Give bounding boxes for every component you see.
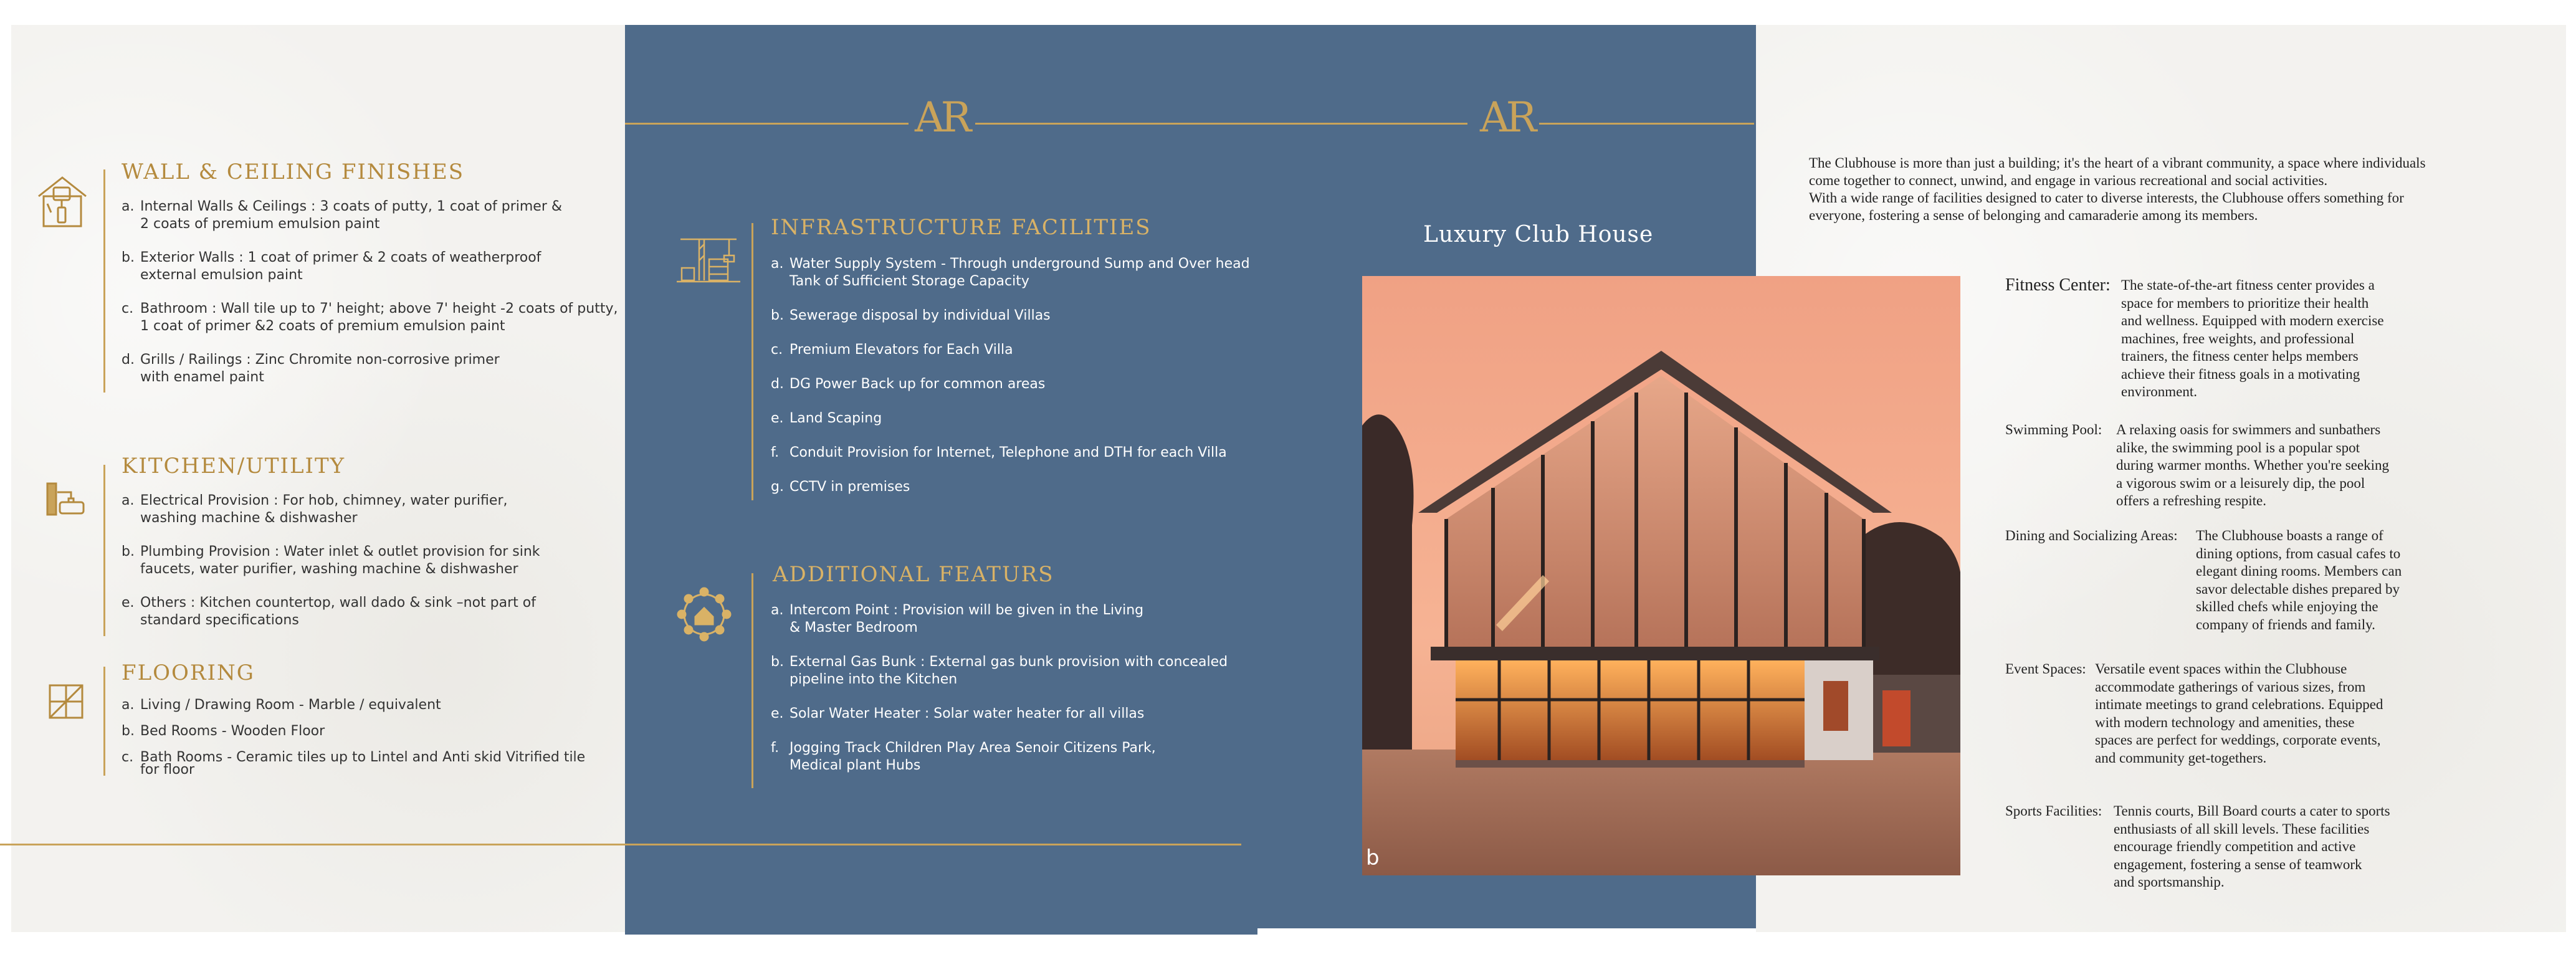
list-item-text: Bed Rooms - Wooden Floor: [140, 723, 325, 739]
list-item-text: pipeline into the Kitchen: [789, 672, 958, 687]
feature-description-line: intimate meetings to grand celebrations. Equipped: [2095, 697, 2383, 712]
list-item: [122, 699, 632, 712]
list-item: [771, 307, 1257, 325]
list-item-letter: d.: [771, 376, 784, 392]
list-item-text: standard specifications: [140, 612, 299, 628]
list-item: [771, 654, 1257, 688]
intro-line: everyone, fostering a sense of belonging and camaraderie among its members.: [1809, 207, 2258, 223]
list-item: [122, 725, 632, 738]
clubhouse-intro: [1809, 155, 2507, 224]
feature-label: Dining and Socializing Areas:: [2005, 528, 2178, 543]
feature-description-line: and sportsmanship.: [2114, 874, 2225, 890]
home-network-icon: [674, 584, 734, 644]
list-item-letter: g.: [771, 479, 784, 495]
feature-description-line: and community get-togethers.: [2095, 750, 2267, 766]
kitchen-tap-icon: [44, 480, 87, 517]
list-item: [771, 705, 1257, 723]
list-item-line: [122, 249, 632, 267]
list-item-text: 1 coat of primer &2 coats of premium emulsion paint: [140, 318, 505, 334]
feature-description-line: skilled chefs while enjoying the: [2196, 599, 2378, 614]
construction-crane-icon: [674, 231, 743, 287]
list-item-letter: e.: [771, 706, 784, 721]
list-item-line: [771, 307, 1257, 325]
list-item: [771, 478, 1257, 496]
feature-description-line: enthusiasts of all skill levels. These facilities: [2114, 821, 2370, 837]
list-item: [771, 602, 1257, 637]
list-item: [771, 255, 1257, 290]
list-item-letter: e.: [771, 411, 784, 426]
list-item-line: [122, 492, 632, 510]
feature-label: Event Spaces:: [2005, 661, 2086, 677]
list-item: [122, 300, 632, 335]
list-item-letter: a.: [122, 697, 135, 713]
list-item: [122, 492, 632, 527]
additional-features-list: [771, 602, 1257, 791]
list-item-line: [771, 478, 1257, 496]
floor-tile-icon: [47, 683, 85, 720]
list-item: [122, 351, 632, 386]
logo-text: AR: [915, 93, 968, 141]
list-item-line: [771, 255, 1257, 273]
kitchen-utility-title: KITCHEN/UTILITY: [122, 454, 346, 478]
list-item-line: [122, 318, 632, 335]
logo-text: AR: [1480, 93, 1534, 141]
list-item-line: [771, 341, 1257, 359]
list-item-text: Medical plant Hubs: [789, 758, 921, 773]
feature-description-line: Versatile event spaces within the Clubhouse: [2095, 661, 2347, 677]
feature-description-line: a vigorous swim or a leisurely dip, the pool: [2116, 475, 2365, 491]
additional-section-bar: [751, 573, 753, 788]
list-item: [771, 444, 1257, 462]
list-item-letter: e.: [122, 595, 135, 611]
list-item: [771, 376, 1257, 393]
feature-description-line: space for members to prioritize their health: [2121, 295, 2369, 311]
club-house-title: [1423, 222, 1653, 247]
wall-ceiling-list: [122, 198, 632, 402]
list-item: [122, 249, 632, 284]
list-item-text: external emulsion paint: [140, 267, 303, 283]
list-item: [771, 410, 1257, 427]
list-item-line: [771, 740, 1257, 757]
list-item-line: [771, 705, 1257, 723]
list-item-text: 2 coats of premium emulsion paint: [140, 216, 380, 232]
list-item-line: [771, 671, 1257, 688]
kitchen-section-bar: [103, 465, 105, 636]
list-item-line: [122, 216, 632, 233]
paint-roller-icon: [32, 171, 92, 231]
list-item-letter: c.: [122, 301, 134, 317]
intro-line: come together to connect, unwind, and engage in various recreational and social activities.: [1809, 173, 2328, 188]
list-item-text: Tank of Sufficient Storage Capacity: [789, 274, 1029, 289]
list-item-text: Conduit Provision for Internet, Telephone and DTH for each Villa: [789, 445, 1227, 460]
clubhouse-photo: [1362, 276, 1960, 875]
list-item-text: DG Power Back up for common areas: [789, 376, 1046, 392]
list-item-text: Others : Kitchen countertop, wall dado & sink –not part of: [140, 595, 536, 611]
flooring-title: FLOORING: [122, 660, 255, 685]
list-item-line: [122, 543, 632, 561]
header-rule-mid: [975, 123, 1467, 125]
feature-description-line: Tennis courts, Bill Board courts a cater to sports: [2114, 803, 2390, 819]
feature-description-line: A relaxing oasis for swimmers and sunbathers: [2116, 422, 2381, 437]
list-item-line: [771, 619, 1257, 637]
list-item: [771, 341, 1257, 359]
feature-description: [2121, 277, 2384, 401]
feature-description-line: encourage friendly competition and active: [2114, 839, 2356, 854]
list-item-line: [771, 444, 1257, 462]
list-item-letter: b.: [122, 723, 135, 739]
list-item-letter: c.: [122, 750, 134, 765]
feature-description-line: alike, the swimming pool is a popular spot: [2116, 439, 2360, 455]
list-item-letter: f.: [771, 740, 780, 756]
list-item-letter: c.: [771, 342, 783, 358]
list-item-text: Grills / Railings : Zinc Chromite non-corrosive primer: [140, 352, 500, 368]
list-item-line: [122, 510, 632, 527]
list-item-line: [771, 273, 1257, 290]
feature-block: [2005, 660, 2454, 773]
wall-section-bar: [103, 169, 105, 393]
feature-description-line: company of friends and family.: [2196, 616, 2375, 632]
feature-block: [2005, 527, 2454, 640]
list-item-text: Bath Rooms - Ceramic tiles up to Lintel and Anti skid Vitrified tile: [140, 750, 586, 765]
list-item: [122, 543, 632, 578]
header-rule-right: [1539, 123, 1754, 125]
feature-description-line: achieve their fitness goals in a motivating: [2121, 366, 2360, 382]
list-item-letter: a.: [771, 256, 784, 272]
list-item-line: [771, 410, 1257, 427]
list-item-line: [122, 764, 632, 776]
list-item-text: with enamel paint: [140, 369, 264, 385]
list-item-letter: a.: [122, 493, 135, 508]
wall-ceiling-title: WALL & CEILING FINISHES: [122, 160, 465, 184]
list-item-text: faucets, water purifier, washing machine & dishwasher: [140, 561, 518, 577]
feature-description-line: environment.: [2121, 384, 2197, 399]
club-house-title-text: Luxury Club House: [1423, 222, 1654, 247]
feature-description: [2114, 802, 2390, 892]
feature-description-line: offers a refreshing respite.: [2116, 493, 2266, 508]
list-item-text: Jogging Track Children Play Area Senoir Citizens Park,: [789, 740, 1156, 756]
flooring-list: [122, 699, 632, 790]
feature-label: Swimming Pool:: [2005, 422, 2102, 437]
feature-description-line: engagement, fostering a sense of teamwork: [2114, 856, 2362, 872]
list-item-line: [122, 612, 632, 629]
feature-description-line: savor delectable dishes prepared by: [2196, 581, 2400, 597]
list-item-line: [122, 561, 632, 578]
list-item-text: for floor: [140, 762, 195, 778]
list-item-line: [122, 267, 632, 284]
feature-block: [2005, 421, 2454, 517]
feature-description: [2196, 527, 2402, 634]
list-item-line: [122, 751, 632, 764]
list-item-text: Exterior Walls : 1 coat of primer & 2 coats of weatherproof: [140, 250, 541, 265]
flooring-section-bar: [103, 667, 105, 776]
list-item-text: Sewerage disposal by individual Villas: [789, 308, 1051, 323]
list-item-text: & Master Bedroom: [789, 620, 918, 636]
feature-block: [2005, 277, 2454, 407]
feature-description-line: machines, free weights, and professional: [2121, 330, 2355, 346]
list-item-line: [771, 654, 1257, 671]
list-item-letter: b.: [122, 544, 135, 559]
list-item-line: [771, 376, 1257, 393]
kitchen-utility-list: [122, 492, 632, 645]
intro-line: With a wide range of facilities designed to cater to diverse interests, the Clubhouse offers something for: [1809, 190, 2404, 206]
list-item-letter: a.: [122, 199, 135, 214]
list-item-line: [122, 198, 632, 216]
list-item-text: Solar Water Heater : Solar water heater for all villas: [789, 706, 1145, 721]
list-item-line: [122, 725, 632, 738]
intro-line: The Clubhouse is more than just a building; it's the heart of a vibrant community, a space where individuals: [1809, 155, 2426, 171]
feature-description-line: dining options, from casual cafes to: [2196, 545, 2401, 561]
list-item-letter: b.: [771, 654, 784, 670]
list-item-text: Electrical Provision : For hob, chimney, water purifier,: [140, 493, 508, 508]
list-item-line: [122, 300, 632, 318]
list-item-text: Water Supply System - Through underground Sump and Over head: [789, 256, 1250, 272]
feature-description-line: The Clubhouse boasts a range of: [2196, 528, 2383, 543]
logo-left: [915, 93, 968, 141]
infrastructure-title: INFRASTRUCTURE FACILITIES: [771, 215, 1152, 240]
feature-label: Fitness Center:: [2005, 275, 2111, 295]
feature-description-line: The state-of-the-art fitness center provides a: [2121, 277, 2375, 293]
list-item-letter: d.: [122, 352, 135, 368]
infrastructure-section-bar: [751, 223, 753, 500]
list-item-letter: b.: [771, 308, 784, 323]
list-item-text: Land Scaping: [789, 411, 882, 426]
feature-block: [2005, 802, 2454, 898]
list-item-text: Intercom Point : Provision will be given in the Living: [789, 602, 1144, 618]
list-item-text: Internal Walls & Ceilings : 3 coats of putty, 1 coat of primer &: [140, 199, 563, 214]
feature-description-line: during warmer months. Whether you're seeking: [2116, 457, 2390, 473]
list-item-line: [122, 699, 632, 712]
feature-description-line: spaces are perfect for weddings, corporate events,: [2095, 732, 2381, 748]
list-item-text: Living / Drawing Room - Marble / equivalent: [140, 697, 441, 713]
infrastructure-list: [771, 255, 1257, 513]
list-item-line: [771, 602, 1257, 619]
list-item-line: [122, 594, 632, 612]
feature-description-line: elegant dining rooms. Members can: [2196, 563, 2402, 579]
feature-description: [2095, 660, 2383, 767]
list-item: [771, 740, 1257, 774]
feature-description-line: trainers, the fitness center helps members: [2121, 348, 2359, 364]
feature-label: Sports Facilities:: [2005, 803, 2102, 819]
list-item-line: [771, 757, 1257, 774]
list-item: [122, 198, 632, 233]
footer-rule: [0, 844, 1241, 845]
list-item-text: Bathroom : Wall tile up to 7' height; above 7' height -2 coats of putty,: [140, 301, 618, 317]
list-item-letter: b.: [122, 250, 135, 265]
feature-description-line: accommodate gatherings of various sizes, from: [2095, 678, 2366, 695]
list-item-letter: a.: [771, 602, 784, 618]
list-item-text: CCTV in premises: [789, 479, 910, 495]
list-item-text: Premium Elevators for Each Villa: [789, 342, 1013, 358]
list-item-text: washing machine & dishwasher: [140, 510, 358, 526]
photo-watermark: b: [1366, 845, 1380, 870]
list-item-line: [122, 351, 632, 369]
list-item-text: Plumbing Provision : Water inlet & outlet provision for sink: [140, 544, 540, 559]
feature-description-line: with modern technology and amenities, these: [2095, 714, 2355, 730]
header-rule-left: [625, 123, 909, 125]
list-item-letter: f.: [771, 445, 780, 460]
list-item-line: [122, 369, 632, 386]
feature-description: [2116, 421, 2389, 510]
feature-description-line: and wellness. Equipped with modern exercise: [2121, 313, 2384, 328]
list-item: [122, 751, 632, 776]
list-item: [122, 594, 632, 629]
logo-right: [1480, 93, 1533, 141]
additional-features-title: ADDITIONAL FEATURS: [773, 562, 1054, 587]
list-item-text: External Gas Bunk : External gas bunk provision with concealed: [789, 654, 1228, 670]
